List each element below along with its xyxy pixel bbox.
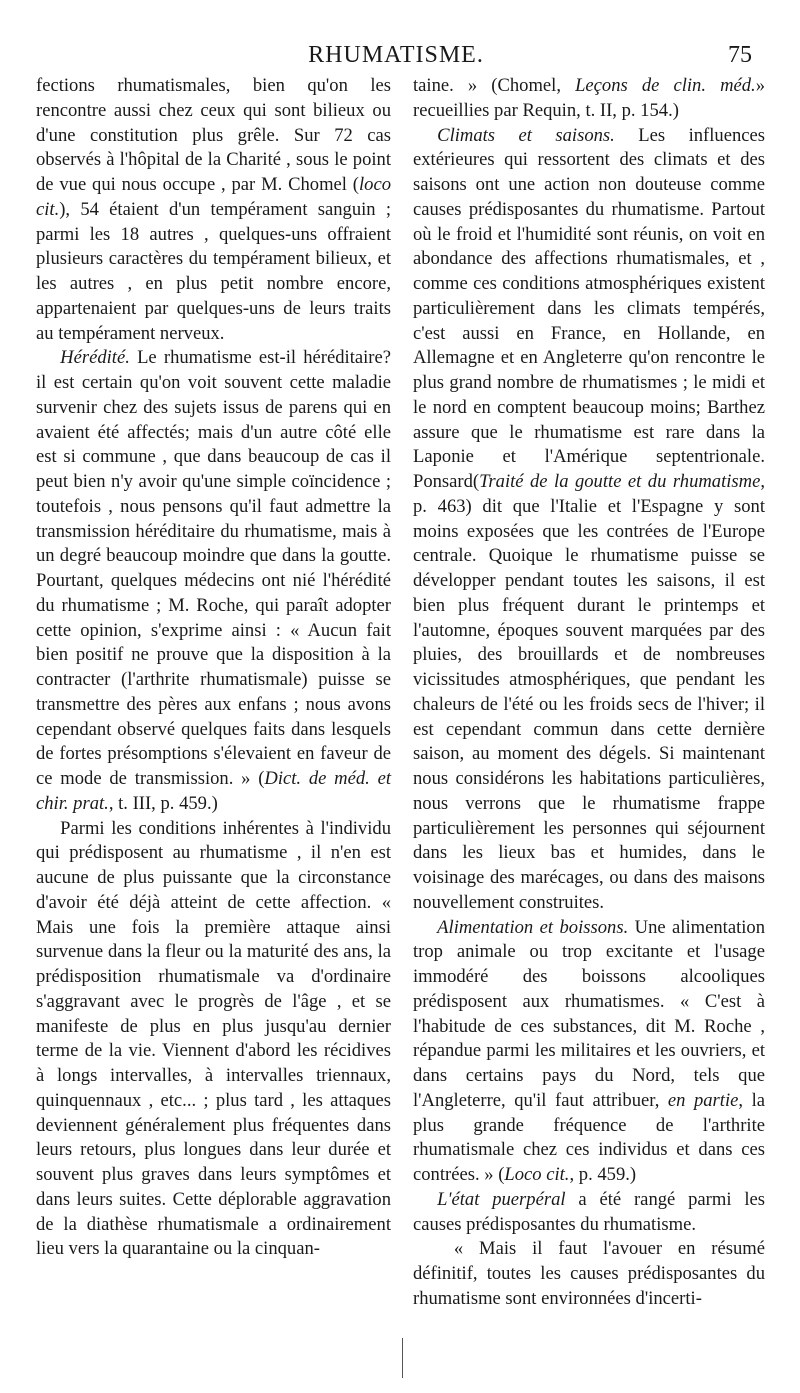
heredite-heading: Hérédité. (60, 347, 130, 369)
right-p4-text: a été rangé parmi les causes prédisposantes du rhumatisme. (413, 1188, 765, 1235)
left-p2-text: Le rhumatisme est-il héréditaire? il est certain qu'on voit souvent cette maladie survenir chez des sujets issus de parens qui en avaient été affectés; mais d'un autre côté elle est si commune , que dans beaucoup de cas il peut bien n'y avoir qu'une simple coïncidence ; toutefois , nous pensons qu'il faut admettre la transmission héréditaire du rhumatisme, mais à un degré beaucoup moindre que dans la goutte. Pourtant, quelques médecins ont nié l'hérédité du rhumatisme ; M. Roche, qui paraît adopter cette opinion, s'exprime ainsi : « Aucun fait bien positif ne prouve que la disposition à la contracter (l'arthrite rhumatismale) puisse se transmettre des pères aux enfans ; nous avons cependant observé quelques faits dans lesquels de fortes présomptions s'élevaient en faveur de ce mode de transmission. » ( (36, 347, 391, 789)
right-p1-citation: Leçons de clin. méd. (575, 75, 756, 96)
right-p1-rest: » recueillies par Requin, t. II, p. 154.) (413, 75, 765, 121)
left-paragraph-heredite (36, 346, 391, 816)
left-p1-rest: ), 54 étaient d'un tempérament sanguin ; parmi les 18 autres , quelques-uns offraient plusieurs caractères du tempérament bilieux, et les autres , en plus petit nombre encore, appartenaient par quelques-uns de leurs traits au tempérament nerveux. (36, 198, 391, 344)
right-p3-emphasis: en partie (667, 1089, 739, 1111)
right-p2-citation: Traité de la goutte et du rhumatisme (479, 471, 761, 492)
puerperal-heading: L'état puerpéral (437, 1188, 566, 1210)
alimentation-heading: Alimentation et boissons. (437, 916, 629, 938)
running-head (40, 38, 752, 72)
left-p1-citation: loco cit. (36, 174, 391, 220)
running-title: RHUMATISME. (308, 42, 484, 68)
left-p3-text: Parmi les conditions inhérentes à l'individu qui prédisposent au rhumatisme , il n'en est aucune de plus puissante que la circonstance d'avoir été déjà atteint de cette affection. « Mais une fois la première attaque ainsi survenue dans la fleur ou la maturité des ans, la prédisposition rhumatismale va d'ordinaire s'aggravant avec le progrès de l'âge , et se manifeste de plus en plus jusqu'au dernier terme de la vie. Viennent d'abord les récidives à longs intervalles, à intervalles triennaux, quinquennaux , etc... ; plus tard , les attaques deviennent généralement plus fréquentes dans leurs retours, plus longues dans leur durée et souvent plus graves dans leurs symptômes et dans leurs suites. Cette déplorable aggravation de la diathèse rhumatismale a ordinairement lieu vers la quarantaine ou la cinquan- (36, 817, 391, 1260)
left-paragraph-3 (36, 817, 391, 1263)
right-paragraph-5 (413, 1237, 765, 1311)
right-paragraph-1 (413, 74, 765, 124)
left-paragraph-1 (36, 74, 391, 346)
right-paragraph-climats (413, 124, 765, 916)
page-number: 75 (728, 42, 752, 68)
right-p5-text: « Mais il faut l'avouer en résumé définitif, toutes les causes prédisposantes du rhumatisme sont environnées d'incerti- (413, 1238, 765, 1309)
climats-heading: Climats et saisons. (437, 124, 615, 146)
right-column (413, 74, 765, 1312)
left-p2-rest: , t. III, p. 459.) (108, 792, 218, 814)
right-p3-text: Une alimentation trop animale ou trop excitante et l'usage immodéré des boissons alcooliques prédisposent aux rhumatismes. « C'est à l'habitude de ces substances, dit M. Roche , répandue parmi les militaires et les ouvriers, et dans certains pays du Nord, tels que l'Angleterre, qu'il faut attribuer, (413, 916, 765, 1111)
right-p3-rest: , la plus grande fréquence de l'arthrite rhumatismale chez ces individus et dans ces contrées. » ( (413, 1089, 765, 1185)
left-p1-text: fections rhumatismales, bien qu'on les rencontre aussi chez ceux qui sont bilieux ou d'une constitution plus grêle. Sur 72 cas observés à l'hôpital de la Charité , sous le point de vue qui nous occupe , par M. Chomel ( (36, 75, 391, 195)
left-column (36, 74, 391, 1262)
right-p2-rest: , p. 463) dit que l'Italie et l'Espagne y sont moins exposées que les contrées de l'Europe centrale. Quoique le rhumatisme puisse se développer pendant toutes les saisons, il est bien plus fréquent durant le printemps et l'automne, époques souvent marquées par des pluies, des brouillards et de nombreuses vicissitudes atmosphériques, que pendant les chaleurs de l'été ou les froids secs de l'hiver; il est cependant commun dans cette dernière saison, au moment des dégels. Si maintenant nous considérons les habitations particulières, nous verrons que le rhumatisme frappe particulièrement les personnes qui séjournent dans les lieux bas et humides, dans le voisinage des marécages, ou dans des maisons nouvellement construites. (413, 471, 765, 913)
right-p3-end: , p. 459.) (569, 1164, 637, 1185)
left-p2-citation: Dict. de méd. et chir. prat. (36, 768, 391, 814)
right-paragraph-alimentation (413, 916, 765, 1188)
column-divider (402, 1338, 403, 1378)
right-p1-text: taine. » (Chomel, (413, 75, 576, 96)
right-p2-text: Les influences extérieures qui ressortent des climats et des saisons ont une action non douteuse comme causes prédisposantes du rhumatisme. Partout où le froid et l'humidité sont réunis, on voit en abondance des affections rhumatismales, et , comme ces conditions atmosphériques existent particulièrement dans les climats tempérés, c'est aussi en France, en Hollande, en Allemagne et en Angleterre qu'on rencontre le plus grand nombre de rhumatismes ; le midi et le nord en comptent beaucoup moins; Barthez assure que le rhumatisme est rare dans la Laponie et l'Amérique septentrionale. Ponsard( (413, 124, 765, 492)
right-paragraph-puerperal (413, 1188, 765, 1238)
right-p3-citation: Loco cit. (504, 1164, 570, 1185)
